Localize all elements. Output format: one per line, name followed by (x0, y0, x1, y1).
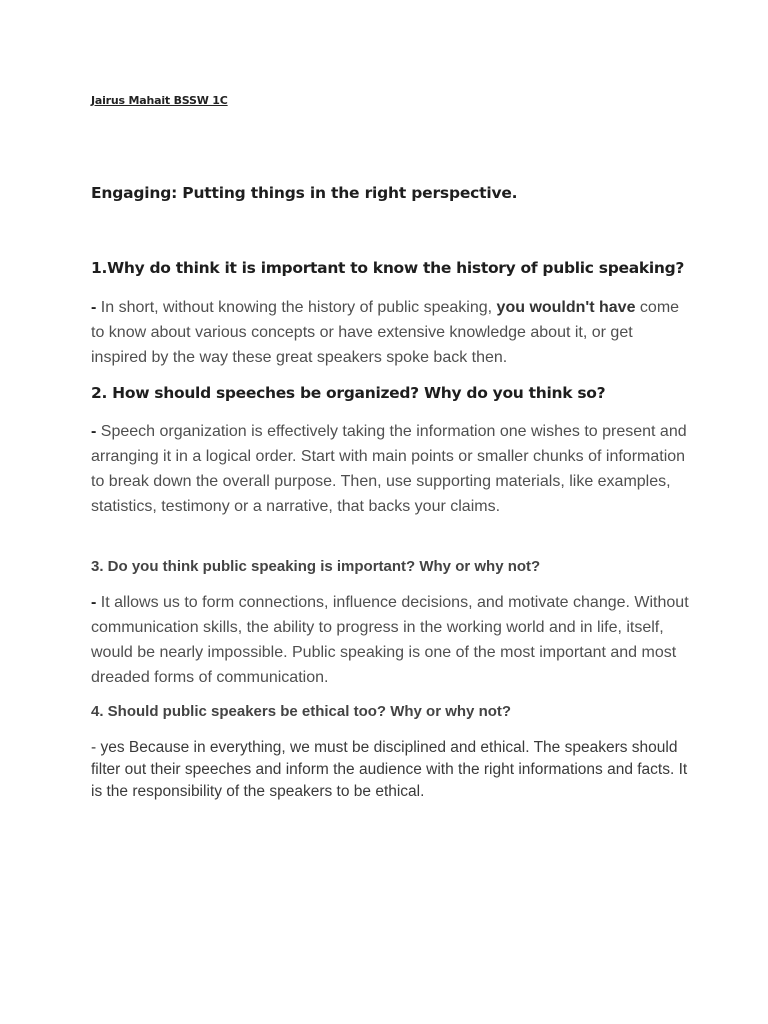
page-title: Engaging: Putting things in the right perspective. (91, 184, 518, 202)
answer-3 (91, 590, 691, 690)
answer-1-dash: - (91, 299, 97, 316)
answer-2-text: Speech organization is effectively taking the information one wishes to present and arranging it in a logical order. Start with main points or smaller chunks of information to break down the overall purpose. Then, use supporting materials, like examples, statistics, testimony or a narrative, that backs your claims. (91, 423, 687, 515)
answer-1-text-end: come to know about various concepts or have extensive knowledge about it, or get inspired by the way these great speakers spoke back then. (91, 299, 680, 366)
question-2: 2. How should speeches be organized? Why do you think so? (91, 384, 606, 402)
answer-1-emphasis: you wouldn't have (496, 299, 636, 316)
answer-3-text: It allows us to form connections, influence decisions, and motivate change. Without communication skills, the ability to progress in the working world and in life, itself, would be nearly impossible. Public speaking is one of the most important and most dreaded forms of communication. (91, 594, 689, 686)
answer-4: - yes Because in everything, we must be disciplined and ethical. The speakers should filter out their speeches and inform the audience with the right informations and facts. It is the responsibility of the speakers to be ethical. (91, 739, 688, 800)
answer-2-dash: - (91, 423, 97, 440)
question-1: 1.Why do think it is important to know the history of public speaking? (91, 259, 685, 277)
answer-1-text-start: In short, without knowing the history of public speaking, (96, 299, 497, 316)
question-4: 4. Should public speakers be ethical too? Why or why not? (91, 703, 512, 720)
answer-3-dash: - (91, 594, 97, 611)
author-line: Jairus Mahait BSSW 1C (91, 94, 228, 107)
answer-1 (91, 295, 691, 370)
question-3: 3. Do you think public speaking is important? Why or why not? (91, 558, 541, 575)
answer-2 (91, 419, 691, 519)
